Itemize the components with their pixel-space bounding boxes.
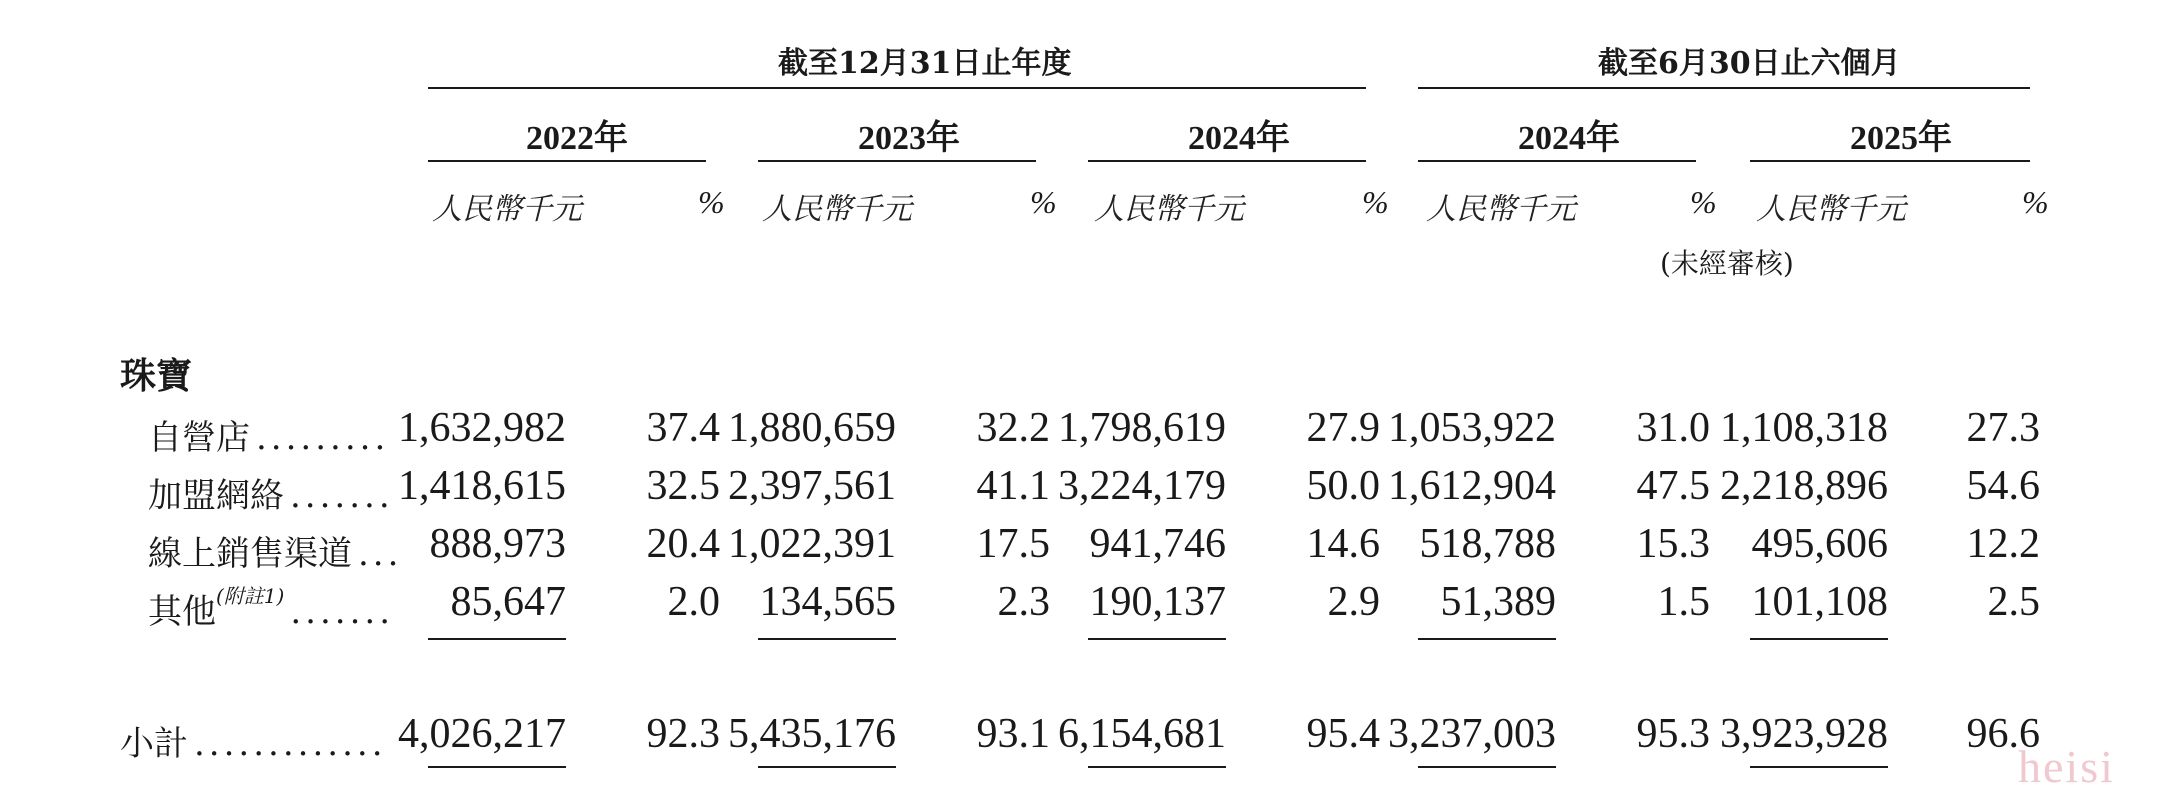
self-operated-stores-cell-1: 37.4 [646, 405, 720, 451]
others-label [148, 584, 394, 633]
others-footnote: (附註1) [216, 584, 285, 608]
unit-header-2024: 人民幣千元 [1094, 192, 1244, 227]
online-sales-channel-cell-2: 1,022,391 [728, 521, 896, 567]
franchise-network-cell-8: 2,218,896 [1720, 463, 1888, 509]
subtotal-cell-3: 93.1 [976, 711, 1050, 757]
unaudited-note: (未經審核) [1660, 247, 1794, 280]
year-header-2024-h1: 2024年 [1518, 120, 1620, 157]
pct-header-2022: % [698, 184, 725, 220]
others-cell-2: 134,565 [759, 579, 896, 625]
pct-header-2025-h1: % [2022, 184, 2049, 220]
period-annual-rule [428, 87, 1366, 89]
franchise-network-label [148, 468, 394, 517]
subtotal-cell-1: 92.3 [646, 711, 720, 757]
franchise-network-cell-0: 1,418,615 [398, 463, 566, 509]
franchise-network-cell-4: 3,224,179 [1058, 463, 1226, 509]
row-rule-2025-h1 [1750, 638, 1888, 640]
subtotal-rule-2022 [428, 766, 566, 768]
online-sales-channel-cell-5: 14.6 [1306, 521, 1380, 567]
franchise-network-cell-1: 32.5 [646, 463, 720, 509]
others-cell-8: 101,108 [1751, 579, 1888, 625]
others-cell-1: 2.0 [667, 579, 720, 625]
online-sales-channel-cell-1: 20.4 [646, 521, 720, 567]
self-operated-stores-cell-3: 32.2 [976, 405, 1050, 451]
self-operated-stores-cell-4: 1,798,619 [1058, 405, 1226, 451]
self-operated-stores-cell-6: 1,053,922 [1388, 405, 1556, 451]
self-operated-stores-cell-5: 27.9 [1306, 405, 1380, 451]
subtotal-rule-2024 [1088, 766, 1226, 768]
year-header-2022: 2022年 [526, 120, 628, 157]
others-cell-4: 190,137 [1089, 579, 1226, 625]
franchise-network-cell-2: 2,397,561 [728, 463, 896, 509]
unit-header-2025-h1: 人民幣千元 [1756, 192, 1906, 227]
online-sales-channel-cell-0: 888,973 [429, 521, 566, 567]
unit-header-2024-h1: 人民幣千元 [1426, 192, 1576, 227]
subtotal-cell-7: 95.3 [1636, 711, 1710, 757]
year-header-2024: 2024年 [1188, 120, 1290, 157]
online-sales-channel-cell-6: 518,788 [1419, 521, 1556, 567]
period-half-header: 截至6月30日止六個月 [1598, 46, 1901, 81]
others-cell-7: 1.5 [1657, 579, 1710, 625]
year-header-2023: 2023年 [858, 120, 960, 157]
row-rule-2024-h1 [1418, 638, 1556, 640]
online-sales-channel-cell-7: 15.3 [1636, 521, 1710, 567]
period-half-rule [1418, 87, 2030, 89]
franchise-network-cell-3: 41.1 [976, 463, 1050, 509]
self-operated-stores-cell-8: 1,108,318 [1720, 405, 1888, 451]
year-rule-2024 [1088, 160, 1366, 162]
online-sales-channel-leader-dots: ... [358, 534, 403, 574]
self-operated-stores-leader-dots: ......... [256, 418, 390, 458]
subtotal-cell-6: 3,237,003 [1388, 711, 1556, 757]
subtotal-cell-4: 6,154,681 [1058, 711, 1226, 757]
row-rule-2022 [428, 638, 566, 640]
unit-header-2023: 人民幣千元 [762, 192, 912, 227]
period-annual-header: 截至12月31日止年度 [778, 46, 1072, 81]
watermark: heisi [2018, 741, 2115, 792]
others-cell-6: 51,389 [1440, 579, 1556, 625]
year-rule-2024-h1 [1418, 160, 1696, 162]
online-sales-channel-cell-3: 17.5 [976, 521, 1050, 567]
subtotal-rule-2023 [758, 766, 896, 768]
others-cell-9: 2.5 [1987, 579, 2040, 625]
franchise-network-cell-7: 47.5 [1636, 463, 1710, 509]
franchise-network-leader-dots: ....... [290, 476, 394, 516]
franchise-network-cell-9: 54.6 [1966, 463, 2040, 509]
self-operated-stores-cell-2: 1,880,659 [728, 405, 896, 451]
pct-header-2024-h1: % [1690, 184, 1717, 220]
subtotal-cell-5: 95.4 [1306, 711, 1380, 757]
online-sales-channel-cell-4: 941,746 [1089, 521, 1226, 567]
online-sales-channel-cell-8: 495,606 [1751, 521, 1888, 567]
subtotal-cell-2: 5,435,176 [728, 711, 896, 757]
online-sales-channel-label [148, 526, 402, 575]
row-rule-2024 [1088, 638, 1226, 640]
pct-header-2024: % [1362, 184, 1389, 220]
subtotal-label-text: 小計 [120, 724, 188, 764]
online-sales-channel-label-text: 線上銷售渠道 [148, 534, 352, 574]
subtotal-rule-2025-h1 [1750, 766, 1888, 768]
subtotal-leader-dots: ............. [194, 724, 387, 764]
others-cell-0: 85,647 [450, 579, 566, 625]
year-rule-2023 [758, 160, 1036, 162]
franchise-network-cell-5: 50.0 [1306, 463, 1380, 509]
subtotal-label [120, 716, 387, 765]
subtotal-cell-0: 4,026,217 [398, 711, 566, 757]
category-jewelry: 珠寶 [120, 355, 193, 397]
self-operated-stores-label [148, 410, 389, 459]
pct-header-2023: % [1030, 184, 1057, 220]
subtotal-rule-2024-h1 [1418, 766, 1556, 768]
unit-header-2022: 人民幣千元 [432, 192, 582, 227]
subtotal-cell-8: 3,923,928 [1720, 711, 1888, 757]
row-rule-2023 [758, 638, 896, 640]
self-operated-stores-cell-0: 1,632,982 [398, 405, 566, 451]
year-rule-2022 [428, 160, 706, 162]
year-header-2025-h1: 2025年 [1850, 120, 1952, 157]
franchise-network-label-text: 加盟網絡 [148, 476, 284, 516]
franchise-network-cell-6: 1,612,904 [1388, 463, 1556, 509]
subtotal-cell-9: 96.6 [1966, 711, 2040, 757]
year-rule-2025-h1 [1750, 160, 2030, 162]
online-sales-channel-cell-9: 12.2 [1966, 521, 2040, 567]
others-leader-dots: ....... [290, 592, 394, 632]
self-operated-stores-label-text: 自營店 [148, 418, 250, 458]
self-operated-stores-cell-9: 27.3 [1966, 405, 2040, 451]
others-cell-3: 2.3 [997, 579, 1050, 625]
others-label-text: 其他 [148, 592, 216, 632]
others-cell-5: 2.9 [1327, 579, 1380, 625]
self-operated-stores-cell-7: 31.0 [1636, 405, 1710, 451]
